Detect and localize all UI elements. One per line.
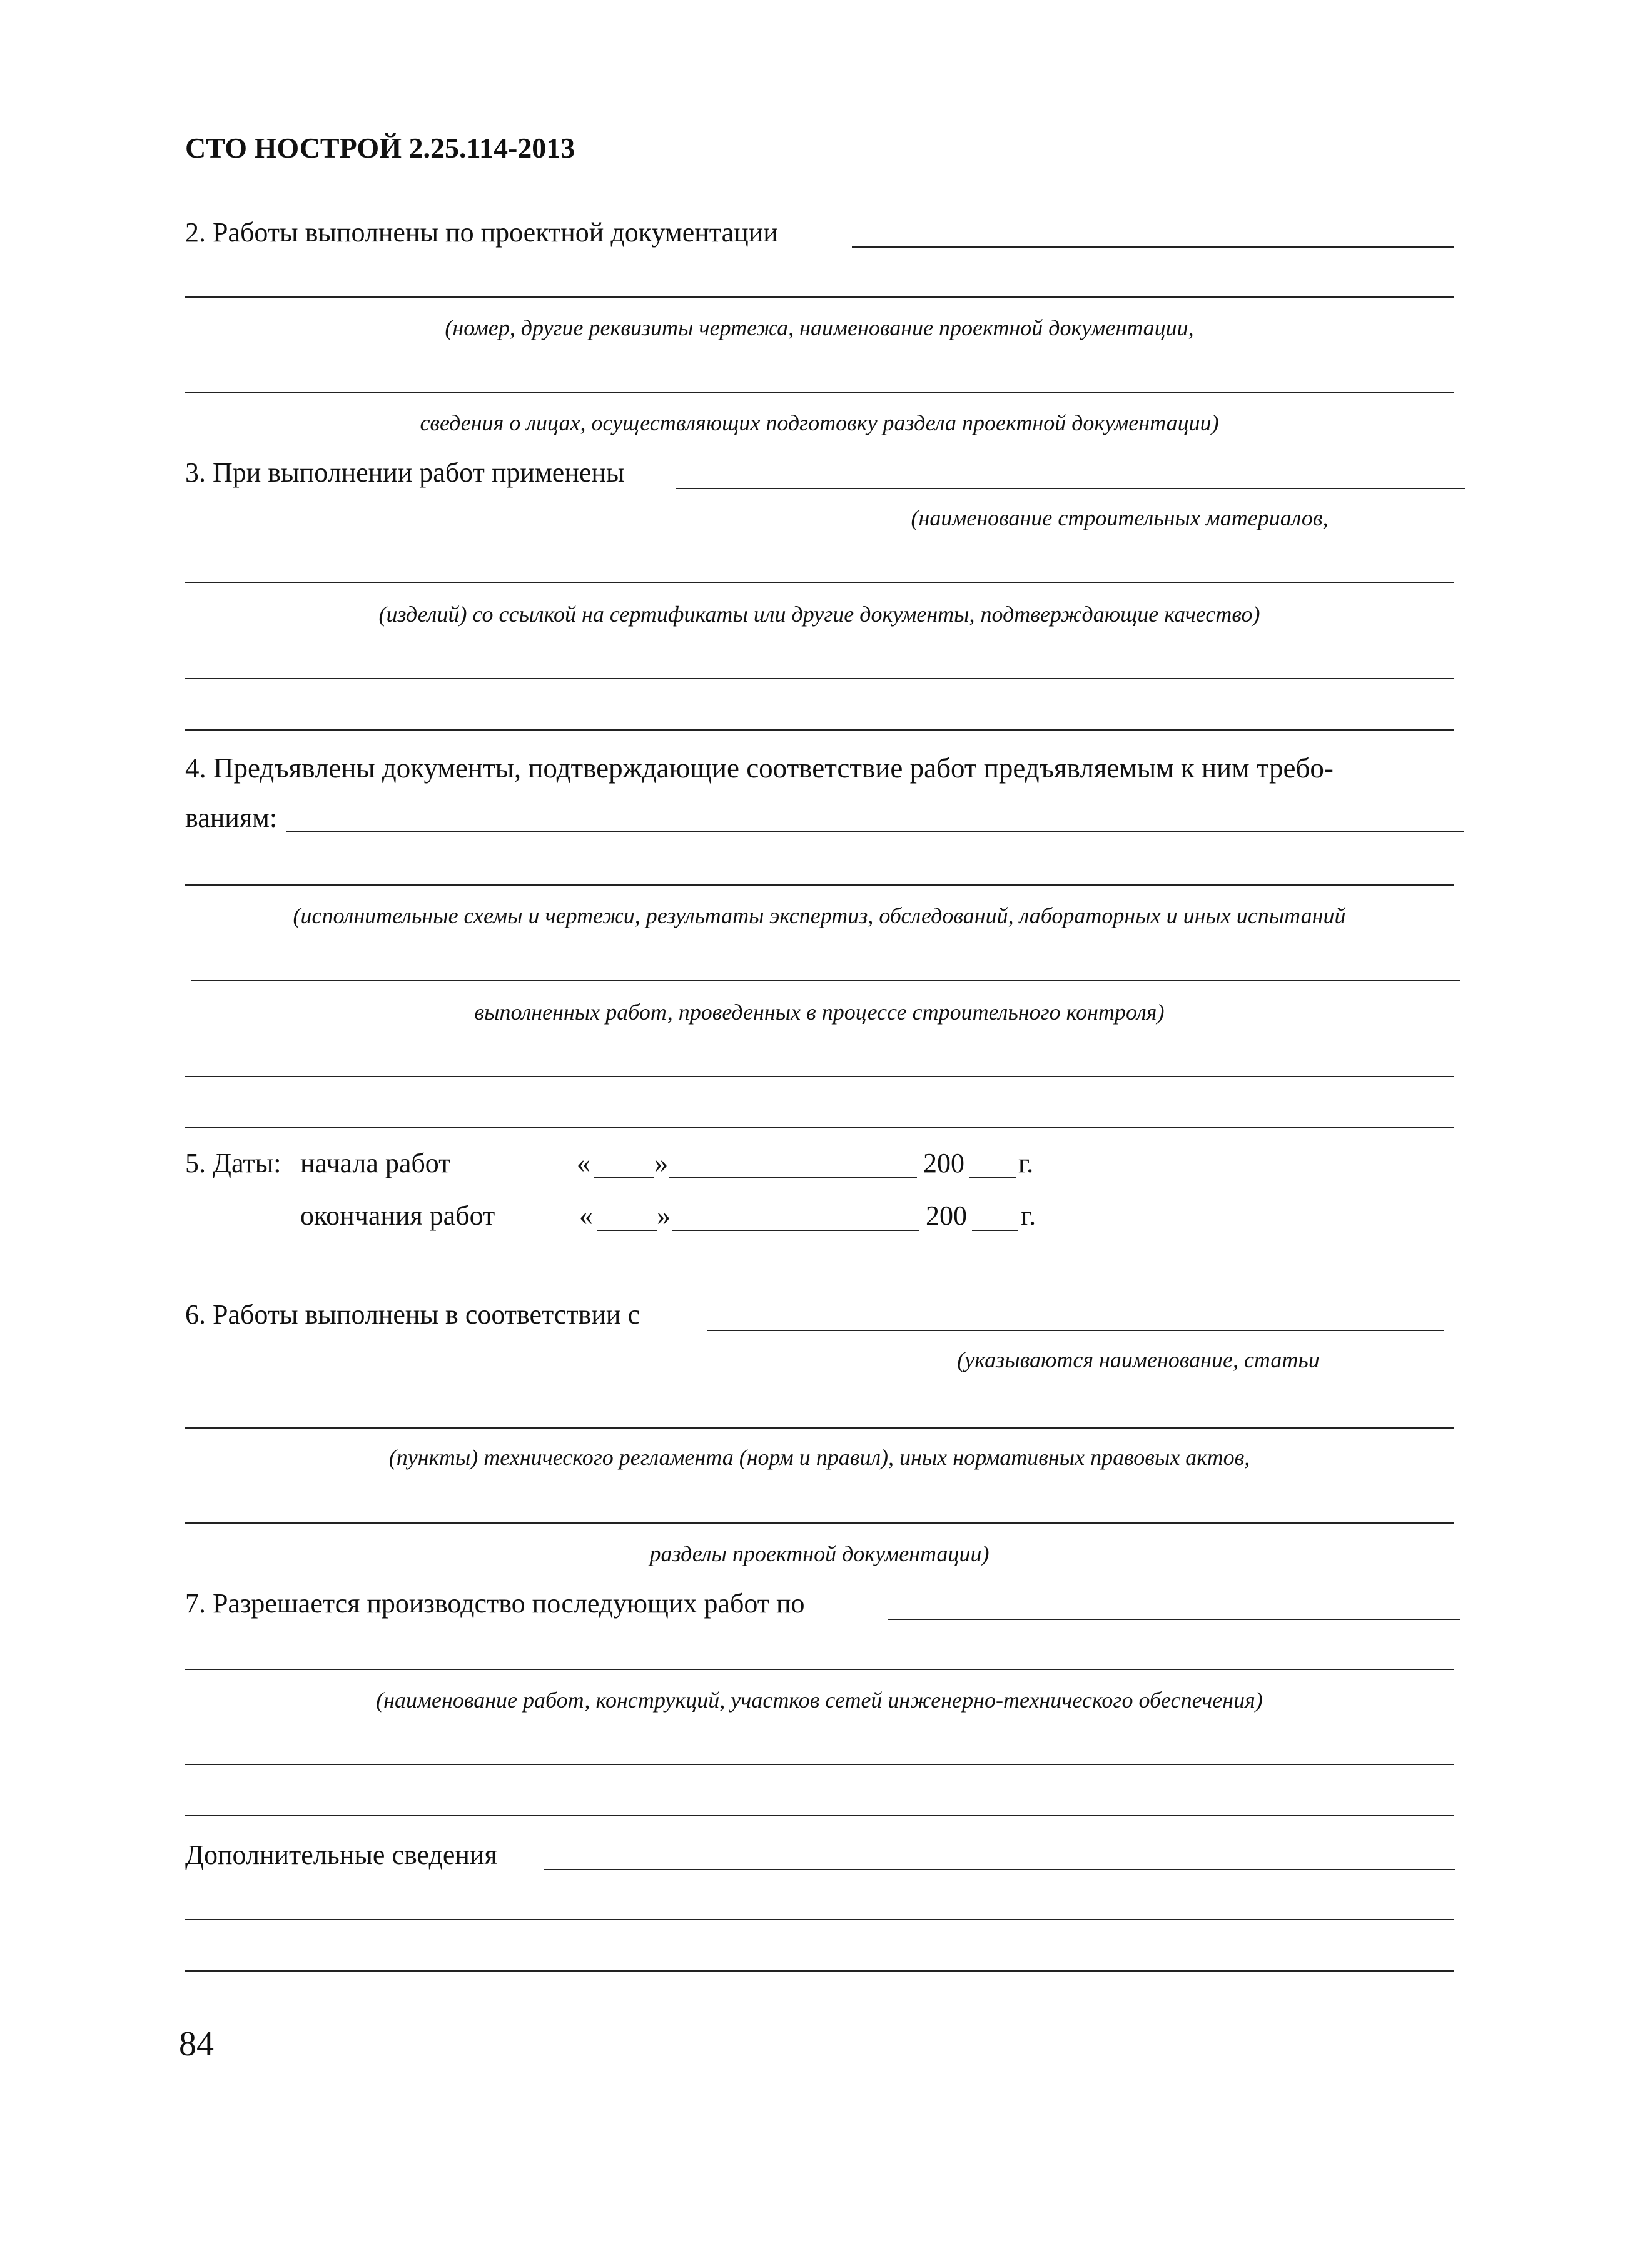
section-7-line-4[interactable]: [185, 1815, 1454, 1816]
document-code: СТО НОСТРОЙ 2.25.114-2013: [185, 132, 575, 164]
section-4-line-2-fill[interactable]: [185, 884, 1454, 886]
section-4-fill-line[interactable]: [286, 831, 1464, 832]
section-6-caption-2: (пункты) технического регламента (норм и правил), иных нормативных правовых актов,: [388, 1445, 1250, 1470]
start-year-prefix: 200: [923, 1148, 964, 1178]
end-year-prefix: 200: [926, 1200, 967, 1231]
section-4-line-4[interactable]: [185, 1076, 1454, 1077]
section-2-caption-2: сведения о лицах, осуществляющих подготовку раздела проектной документации): [420, 410, 1219, 435]
section-4-line-1: 4. Предъявлены документы, подтверждающие соответствие работ предъявляемым к ним требо-: [185, 752, 1334, 784]
end-date-label: окончания работ: [300, 1200, 495, 1231]
end-year-field[interactable]: [972, 1230, 1018, 1231]
end-day-field[interactable]: [597, 1230, 657, 1231]
start-quote-open: «: [577, 1148, 590, 1178]
section-3-caption-2: (изделий) со ссылкой на сертификаты или другие документы, подтверждающие качество): [378, 602, 1260, 627]
section-2-line-3[interactable]: [185, 392, 1454, 393]
start-quote-close: »: [654, 1148, 668, 1178]
section-3-label: 3. При выполнении работ применены: [185, 457, 625, 488]
section-2-line-2[interactable]: [185, 296, 1454, 298]
section-3-line-3[interactable]: [185, 678, 1454, 679]
section-7-caption-1: (наименование работ, конструкций, участков сетей инженерно-технического обеспечения): [376, 1688, 1263, 1713]
section-6-fill-line[interactable]: [707, 1330, 1444, 1331]
start-day-field[interactable]: [594, 1177, 654, 1178]
section-2-caption-1: (номер, другие реквизиты чертежа, наименование проектной документации,: [445, 315, 1194, 340]
section-6-line-2[interactable]: [185, 1427, 1454, 1429]
additional-info-label: Дополнительные сведения: [185, 1840, 497, 1870]
page-number: 84: [179, 2025, 214, 2063]
end-month-field[interactable]: [672, 1230, 919, 1231]
end-year-suffix: г.: [1021, 1200, 1036, 1231]
section-7-line-3[interactable]: [185, 1764, 1454, 1765]
section-3-fill-line[interactable]: [676, 488, 1465, 489]
section-5-label: 5. Даты:: [185, 1148, 281, 1178]
section-3-line-2[interactable]: [185, 582, 1454, 583]
section-4-caption-1: (исполнительные схемы и чертежи, результаты экспертиз, обследований, лабораторных и иных испытаний: [293, 903, 1346, 928]
section-7-fill-line[interactable]: [888, 1619, 1460, 1620]
section-6-label: 6. Работы выполнены в соответствии с: [185, 1299, 640, 1330]
section-2-label: 2. Работы выполнены по проектной документации: [185, 217, 778, 248]
section-7-label: 7. Разрешается производство последующих работ по: [185, 1588, 805, 1619]
start-date-label: начала работ: [300, 1148, 451, 1178]
section-4-caption-2: выполненных работ, проведенных в процессе строительного контроля): [474, 1000, 1165, 1025]
section-7-line-2[interactable]: [185, 1669, 1454, 1670]
section-2-fill-line[interactable]: [852, 246, 1454, 248]
section-6-caption-3: разделы проектной документации): [649, 1541, 990, 1566]
start-year-suffix: г.: [1018, 1148, 1034, 1178]
section-6-line-3[interactable]: [185, 1522, 1454, 1524]
additional-info-fill-line[interactable]: [544, 1869, 1455, 1870]
additional-info-line-2[interactable]: [185, 1919, 1454, 1920]
section-3-line-4[interactable]: [185, 729, 1454, 731]
section-6-caption-1: (указываются наименование, статьи: [957, 1347, 1320, 1372]
start-month-field[interactable]: [669, 1177, 917, 1178]
section-3-caption-1: (наименование строительных материалов,: [911, 505, 1329, 530]
section-4-line-5[interactable]: [185, 1127, 1454, 1128]
section-4-line-3[interactable]: [191, 980, 1460, 981]
start-year-field[interactable]: [969, 1177, 1016, 1178]
section-4-line-2: ваниям:: [185, 802, 278, 833]
end-quote-open: «: [579, 1200, 593, 1231]
additional-info-line-3[interactable]: [185, 1970, 1454, 1972]
end-quote-close: »: [657, 1200, 671, 1231]
